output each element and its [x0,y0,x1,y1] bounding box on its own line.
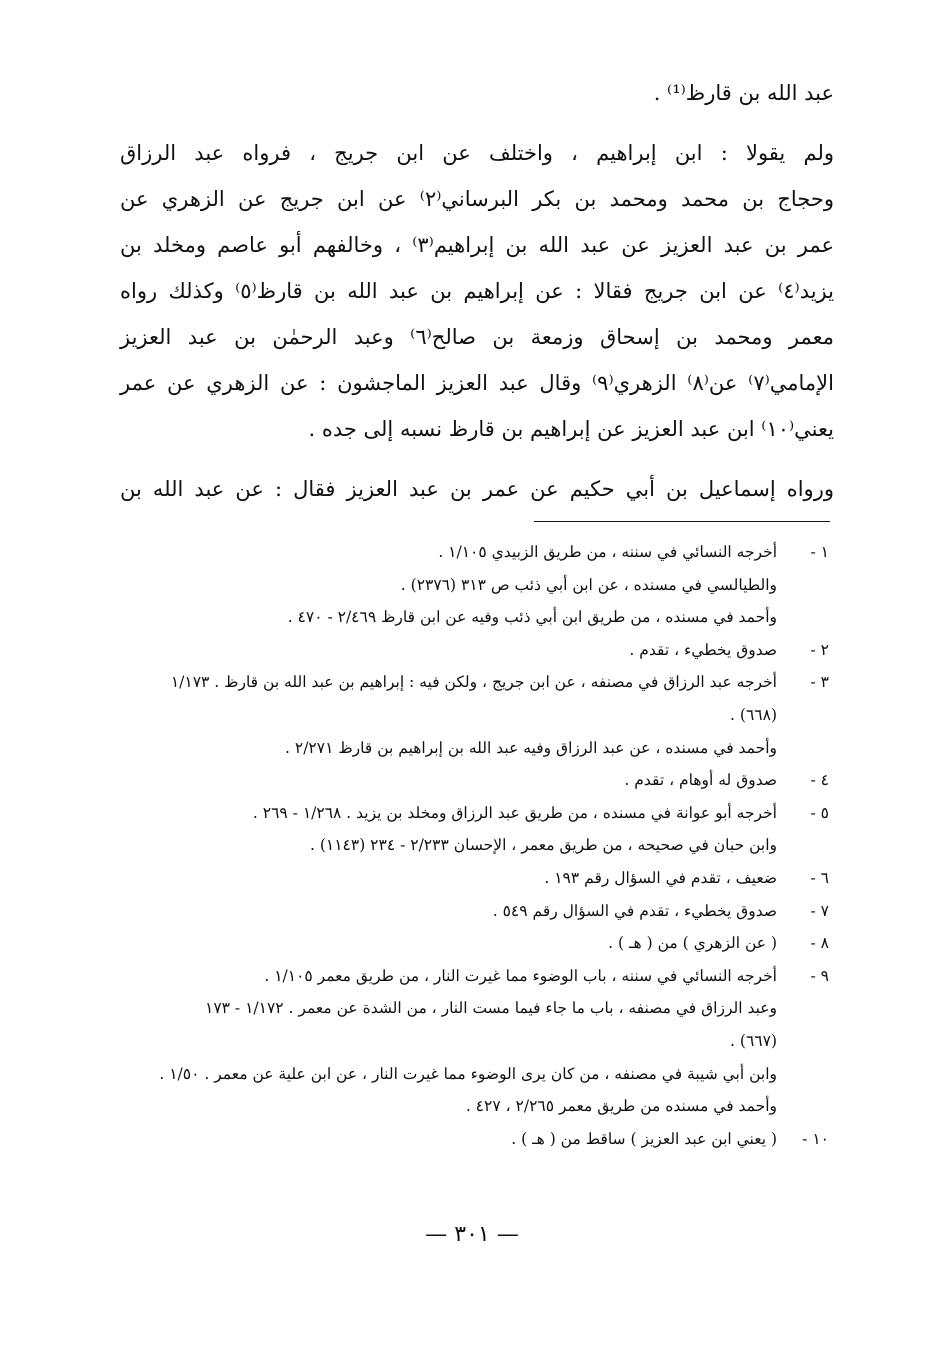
footnote-number [777,732,829,765]
footnote-line [125,862,829,895]
footnote-text: أخرجه النسائي في سننه ، من طريق الزبيدي ١/١٠٥ . [438,543,777,561]
footnote-text: والطيالسي في مسنده ، عن ابن أبي ذئب ص ٣١٣ (٢٣٧٦) . [400,575,777,594]
footnote-text: أخرجه عبد الرزاق في مصنفه ، عن ابن جريج ، ولكن فيه : إبراهيم بن عبد الله بن قارظ . ١/١٧٣ [170,673,777,692]
text-line: عمر بن عبد العزيز عن عبد الله بن إبراهيم⁽٣⁾ ، وخالفهم أبو عاصم ومخلد بن [120,233,835,257]
footnote-line [125,992,829,1025]
footnote-text: ( يعني ابن عبد العزيز ) ساقط من ( هـ ) . [511,1129,777,1148]
footnote-line [125,634,829,667]
footnote-number: ٦ - [810,868,829,887]
footnote-text: وأحمد في مسنده ، عن عبد الرزاق وفيه عبد الله بن إبراهيم بن قارظ ٢/٢٧١ . [285,738,777,757]
footnote-text: وعبد الرزاق في مصنفه ، باب ما جاء فيما مست النار ، من الشدة عن معمر . ١/١٧٢ - ١٧٣ [205,999,777,1018]
footnote-number: ٨ - [810,934,829,953]
footnote-number [777,1090,829,1123]
text-line: وحجاج بن محمد ومحمد بن بكر البرساني⁽٢⁾ عن ابن جريج عن الزهري عن [120,187,835,211]
footnote-line [125,1123,829,1156]
footnote-line [125,895,829,928]
footnote-number: ٤ - [810,771,829,790]
text-line: يعني⁽١٠⁾ ابن عبد العزيز عن إبراهيم بن قارظ نسبه إلى جده . [308,417,834,441]
footnote-text: صدوق يخطيء ، تقدم في السؤال رقم ٥٤٩ . [492,901,777,920]
footnote-number: ٧ - [810,901,829,920]
footnote-number [777,829,829,862]
footnote-text: ضعيف ، تقدم في السؤال رقم ١٩٣ . [544,868,777,887]
footnote-line [125,797,829,830]
footnote-number: ١ - [810,543,829,561]
footnote-number [777,601,829,634]
footnote-line [125,601,829,634]
footnote-text: وابن أبي شيبة في مصنفه ، من كان يرى الوضوء مما غيرت النار ، عن ابن علية عن معمر . ١/٥٠ . [159,1064,777,1083]
text-line: يزيد⁽٤⁾ عن ابن جريج فقالا : عن إبراهيم بن عبد الله بن قارظ⁽٥⁾ وكذلك رواه [120,279,834,303]
footnote-line [125,666,829,699]
footnote-number: ٩ - [810,966,829,985]
footnote-number [777,699,829,732]
footnote-line [125,536,829,569]
footnote-number [777,1058,829,1091]
footnote-number: ٥ - [810,803,829,822]
page-number: — ٣٠١ — [425,1222,519,1247]
footnote-divider [534,521,830,522]
footnote-text: وابن حبان في صحيحه ، من طريق معمر ، الإحسان ٢/٢٣٣ - ٢٣٤ (١١٤٣) . [309,836,777,855]
footnote-text: أخرجه أبو عوانة في مسنده ، من طريق عبد الرزاق ومخلد بن يزيد . ١/٢٦٨ - ٢٦٩ . [252,803,777,822]
footnote-line [125,699,829,732]
text-line: عبد الله بن قارظ⁽¹⁾ . [653,81,834,105]
footnote-number [777,992,829,1025]
footnote-text: ( عن الزهري ) من ( هـ ) . [608,934,777,953]
footnote-text: وأحمد في مسنده من طريق معمر ٢/٢٦٥ ، ٤٢٧ . [465,1097,777,1116]
footnote-text: صدوق يخطيء ، تقدم . [629,640,777,659]
footnote-line [125,829,829,862]
text-line: ولم يقولا : ابن إبراهيم ، واختلف عن ابن جريج ، فرواه عبد الرزاق [120,141,834,165]
footnote-text: وأحمد في مسنده ، من طريق ابن أبي ذئب وفيه عن ابن قارظ ٢/٤٦٩ - ٤٧٠ . [287,608,777,627]
footnote-line [125,569,829,602]
main-text [120,70,834,512]
footnote-number: ١٠ - [802,1129,829,1148]
footnote-line [125,927,829,960]
footnote-number [777,569,829,602]
footnote-number: ٣ - [810,673,829,692]
footnote-line [125,1090,829,1123]
footnote-text: (٦٦٨) . [730,705,777,724]
text-line: الإمامي⁽٧⁾ عن⁽٨⁾ الزهري⁽٩⁾ وقال عبد العزيز الماجشون : عن الزهري عن عمر [120,371,834,395]
footnote-line [125,764,829,797]
text-line: معمر ومحمد بن إسحاق وزمعة بن صالح⁽٦⁾ وعبد الرحمٰن بن عبد العزيز [120,325,834,349]
footnote-text: (٦٦٧) . [730,1031,777,1050]
footnote-line [125,1058,829,1091]
footnote-text: صدوق له أوهام ، تقدم . [624,771,777,790]
footnote-line [125,960,829,993]
footnote-line [125,732,829,765]
footnote-number [777,1025,829,1058]
footnote-line [125,1025,829,1058]
footnote-number: ٢ - [810,640,829,659]
footnote-text: أخرجه النسائي في سننه ، باب الوضوء مما غيرت النار ، من طريق معمر ١/١٠٥ . [264,966,777,985]
text-line: ورواه إسماعيل بن أبي حكيم عن عمر بن عبد العزيز فقال : عن عبد الله بن [120,477,834,501]
footnotes [125,536,829,1155]
